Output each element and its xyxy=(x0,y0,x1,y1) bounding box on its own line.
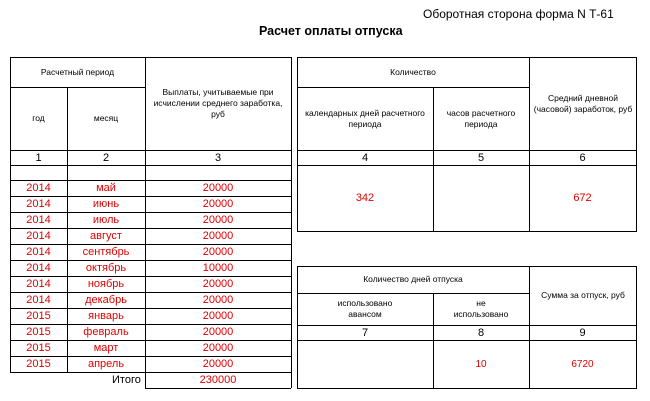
col-sum-header: Сумма за отпуск, руб xyxy=(541,290,625,300)
row-year: 2014 xyxy=(26,278,51,290)
quantity-group-header: Количество xyxy=(390,66,436,77)
row-year: 2014 xyxy=(26,294,51,306)
row-year: 2014 xyxy=(26,246,51,258)
col-hours-header: часов расчетного периода xyxy=(446,107,516,129)
row-month: июль xyxy=(92,214,120,226)
row-amount: 20000 xyxy=(202,214,234,226)
col-calendar-days-header: календарных дней расчетного периода xyxy=(305,107,425,129)
row-month: февраль xyxy=(83,326,129,338)
col-payments-header: Выплаты, учитываемые при исчислении среднего заработка, руб xyxy=(153,87,283,119)
col-number-8: 8 xyxy=(477,326,485,339)
col-year-header: год xyxy=(32,113,45,123)
row-amount: 20000 xyxy=(202,310,234,322)
row-month: апрель xyxy=(87,358,125,370)
row-month: октябрь xyxy=(85,262,127,274)
col-number-3: 3 xyxy=(214,151,222,164)
row-amount: 10000 xyxy=(202,262,234,274)
row-year: 2014 xyxy=(26,214,51,226)
row-year: 2015 xyxy=(26,358,51,370)
row-amount: 20000 xyxy=(202,198,234,210)
row-year: 2014 xyxy=(26,230,51,242)
col-used-advance-header: использовано авансом xyxy=(337,298,393,319)
row-amount: 20000 xyxy=(202,326,234,338)
avg-earnings-value: 672 xyxy=(573,192,592,204)
col-month-header: месяц xyxy=(93,113,119,123)
vacation-days-group-header: Количество дней отпуска xyxy=(363,274,463,284)
col-not-used-header: не использовано xyxy=(453,298,509,319)
col-number-7: 7 xyxy=(361,326,369,339)
row-month: май xyxy=(96,182,116,194)
col-number-9: 9 xyxy=(579,326,586,339)
row-month: июнь xyxy=(92,198,120,210)
row-month: август xyxy=(90,230,122,242)
row-month: сентябрь xyxy=(82,246,130,258)
total-label: Итого xyxy=(112,374,141,386)
row-year: 2014 xyxy=(26,198,51,210)
total-value: 230000 xyxy=(199,374,237,386)
period-group-header: Расчетный период xyxy=(40,66,115,77)
row-month: январь xyxy=(88,310,124,322)
row-amount: 20000 xyxy=(202,246,234,258)
used-advance-value xyxy=(297,340,433,388)
col-number-2: 2 xyxy=(102,151,110,164)
row-year: 2014 xyxy=(26,262,51,274)
col-number-5: 5 xyxy=(477,151,485,164)
row-amount: 20000 xyxy=(202,230,234,242)
row-month: декабрь xyxy=(85,294,127,306)
row-year: 2015 xyxy=(26,326,51,338)
col-avg-earnings-header: Средний дневной (часовой) заработок, руб xyxy=(533,92,633,114)
row-amount: 20000 xyxy=(202,182,234,194)
form-reference: Оборотная сторона форма N Т-61 xyxy=(423,7,614,21)
row-amount: 20000 xyxy=(202,294,234,306)
row-month: ноябрь xyxy=(87,278,125,290)
row-amount: 20000 xyxy=(202,358,234,370)
col-number-4: 4 xyxy=(361,151,369,164)
row-month: март xyxy=(93,342,119,354)
row-year: 2015 xyxy=(26,342,51,354)
row-year: 2014 xyxy=(26,182,51,194)
not-used-value: 10 xyxy=(475,358,487,370)
col-number-6: 6 xyxy=(579,151,586,164)
page-title: Расчет оплаты отпуска xyxy=(259,24,403,38)
calendar-days-value: 342 xyxy=(355,192,375,204)
row-amount: 20000 xyxy=(202,278,234,290)
row-year: 2015 xyxy=(26,310,51,322)
vacation-sum-value: 6720 xyxy=(571,358,594,370)
row-amount: 20000 xyxy=(202,342,234,354)
col-number-1: 1 xyxy=(35,151,42,164)
